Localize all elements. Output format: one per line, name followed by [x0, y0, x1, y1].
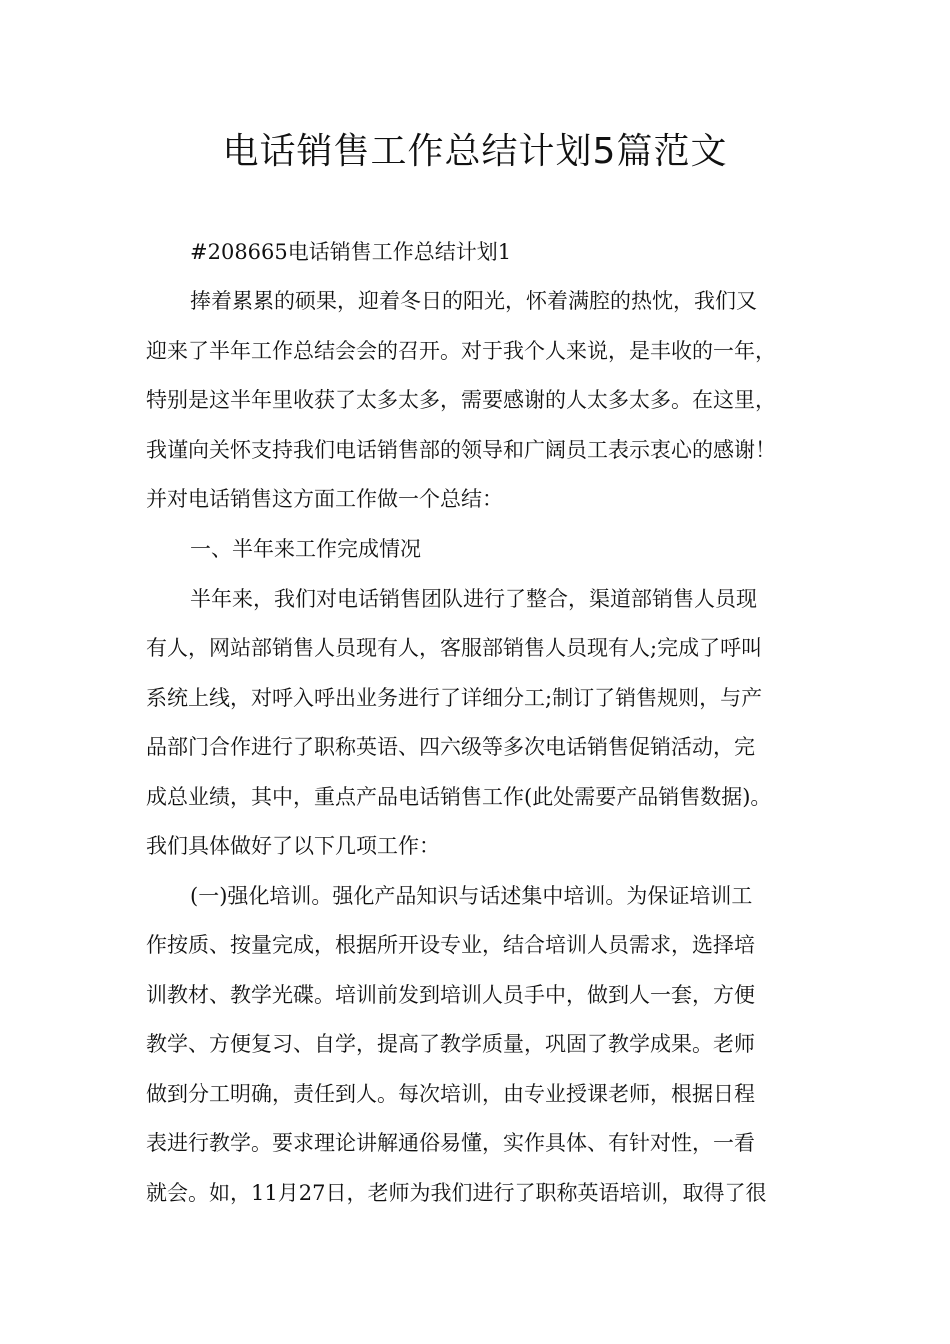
paragraph-line: 表进行教学。要求理论讲解通俗易懂，实作具体、有针对性，一看: [146, 1131, 755, 1155]
section-heading-2: 一、半年来工作完成情况: [190, 537, 421, 561]
paragraph-line: 教学、方便复习、自学，提高了教学质量，巩固了教学成果。老师: [146, 1032, 755, 1056]
paragraph-line: 捧着累累的硕果，迎着冬日的阳光，怀着满腔的热忱，我们又: [190, 289, 757, 313]
paragraph-line: 特别是这半年里收获了太多太多，需要感谢的人太多太多。在这里，: [146, 388, 776, 412]
paragraph-line: 我谨向关怀支持我们电话销售部的领导和广阔员工表示衷心的感谢！: [146, 438, 776, 462]
paragraph-line: 品部门合作进行了职称英语、四六级等多次电话销售促销活动，完: [146, 735, 755, 759]
paragraph-line: (一)强化培训。强化产品知识与话述集中培训。为保证培训工: [190, 884, 753, 908]
paragraph-line: 训教材、教学光碟。培训前发到培训人员手中，做到人一套，方便: [146, 983, 755, 1007]
paragraph-line: 有人，网站部销售人员现有人，客服部销售人员现有人;完成了呼叫: [146, 636, 763, 660]
paragraph-line: 并对电话销售这方面工作做一个总结：: [146, 487, 503, 511]
paragraph-line: 成总业绩，其中，重点产品电话销售工作(此处需要产品销售数据)。: [146, 785, 772, 809]
paragraph-line: 半年来，我们对电话销售团队进行了整合，渠道部销售人员现: [190, 587, 757, 611]
paragraph-line: 系统上线，对呼入呼出业务进行了详细分工;制订了销售规则，与产: [146, 686, 763, 710]
document-title: 电话销售工作总结计划5篇范文: [222, 131, 728, 172]
paragraph-line: 我们具体做好了以下几项工作：: [146, 834, 440, 858]
paragraph-line: 作按质、按量完成，根据所开设专业，结合培训人员需求，选择培: [146, 933, 755, 957]
paragraph-line: 做到分工明确，责任到人。每次培训，由专业授课老师，根据日程: [146, 1082, 755, 1106]
section-heading-1: #208665电话销售工作总结计划1: [190, 240, 512, 264]
paragraph-line: 迎来了半年工作总结会会的召开。对于我个人来说，是丰收的一年，: [146, 339, 776, 363]
paragraph-line: 就会。如，11月27日，老师为我们进行了职称英语培训，取得了很: [146, 1181, 767, 1205]
